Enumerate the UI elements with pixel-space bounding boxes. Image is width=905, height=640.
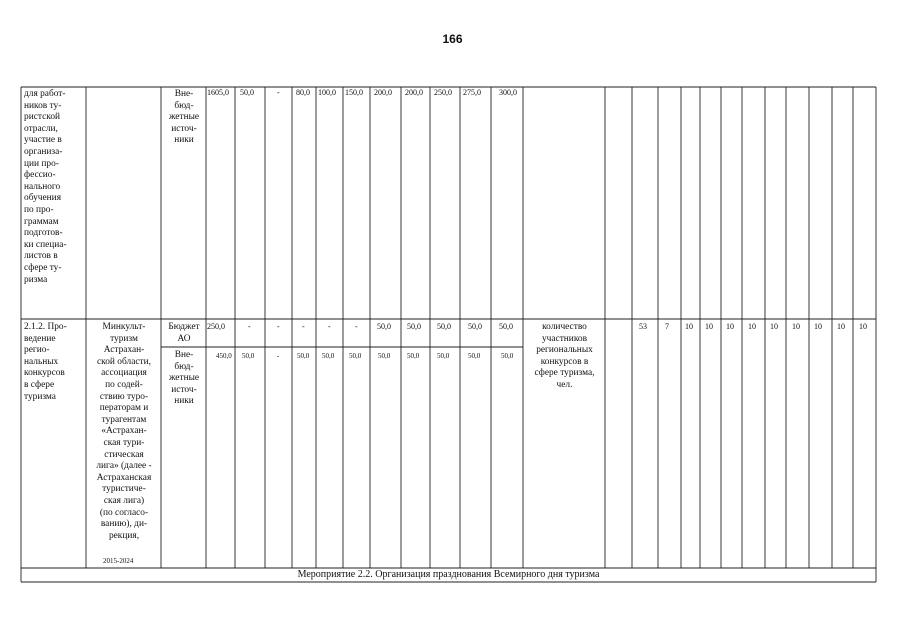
row1-value: 200,0 bbox=[374, 88, 392, 97]
row2-indicator-value: 10 bbox=[770, 322, 778, 331]
row1-value: - bbox=[277, 88, 280, 97]
row2-period: 2015-2024 bbox=[103, 557, 134, 565]
row2-indicator-value: 10 bbox=[685, 322, 693, 331]
row1-value: 275,0 bbox=[463, 88, 481, 97]
row2-funding-budget: Бюджет АО bbox=[168, 322, 200, 344]
row2-indicator-value: 10 bbox=[792, 322, 800, 331]
row2-budget-value: - bbox=[248, 322, 251, 331]
row2-extra-value: - bbox=[277, 352, 280, 360]
row1-funding-source: Вне- бюд- жетные источ- ники bbox=[168, 89, 200, 146]
row2-indicator-value: 53 bbox=[639, 322, 647, 331]
row2-extra-value: 50,0 bbox=[468, 352, 481, 360]
row2-budget-value: - bbox=[355, 322, 358, 331]
row2-budget-value: - bbox=[328, 322, 331, 331]
row1-value: 150,0 bbox=[345, 88, 363, 97]
row2-executor: Минкульт- туризм Астрахан- ской области, ассоциация по содей- ствию туро- ператорам и турагентам «Астрахан- ская тури- стическая лига» (далее - Астраханская туристиче- ская лига) (по согласо- ванию), ди- рекция, bbox=[96, 322, 152, 541]
row2-budget-value: 50,0 bbox=[437, 322, 451, 331]
row2-extra-value: 50,0 bbox=[322, 352, 335, 360]
row2-extra-value: 50,0 bbox=[501, 352, 514, 360]
row2-extra-value: 50,0 bbox=[407, 352, 420, 360]
page-number: 166 bbox=[442, 32, 463, 46]
row2-indicator: количество участников региональных конкурсов в сфере туризма, чел. bbox=[534, 322, 595, 390]
row2-budget-value: - bbox=[302, 322, 305, 331]
row2-funding-extra: Вне- бюд- жетные источ- ники bbox=[168, 350, 200, 407]
row2-budget-value: 50,0 bbox=[468, 322, 482, 331]
row2-indicator-value: 10 bbox=[726, 322, 734, 331]
row2-extra-value: 450,0 bbox=[216, 352, 232, 360]
row2-indicator-value: 10 bbox=[748, 322, 756, 331]
row1-value: 100,0 bbox=[318, 88, 336, 97]
row2-indicator-value: 7 bbox=[665, 322, 669, 331]
row2-budget-value: 250,0 bbox=[207, 322, 225, 331]
row2-indicator-value: 10 bbox=[837, 322, 845, 331]
row2-budget-value: - bbox=[277, 322, 280, 331]
row2-extra-value: 50,0 bbox=[349, 352, 362, 360]
row2-budget-value: 50,0 bbox=[407, 322, 421, 331]
row2-extra-value: 50,0 bbox=[437, 352, 450, 360]
row1-value: 80,0 bbox=[296, 88, 310, 97]
row1-value: 200,0 bbox=[405, 88, 423, 97]
row1-value: 50,0 bbox=[240, 88, 254, 97]
row2-activity-name: 2.1.2. Про- ведение регио- нальных конкурсов в сфере туризма bbox=[24, 322, 67, 402]
section-title: Мероприятие 2.2. Организация празднования Всемирного дня туризма bbox=[297, 569, 600, 580]
row2-indicator-value: 10 bbox=[705, 322, 713, 331]
row1-value: 250,0 bbox=[434, 88, 452, 97]
row2-budget-value: 50,0 bbox=[499, 322, 513, 331]
row1-activity-name: для работ- ников ту- ристской отрасли, участие в организа- ции про- фессио- нального обучения по про- граммам подготов- ки специа- листов в сфере ту- ризма bbox=[24, 89, 67, 285]
row2-extra-value: 50,0 bbox=[297, 352, 310, 360]
row2-extra-value: 50,0 bbox=[242, 352, 255, 360]
row2-indicator-value: 10 bbox=[814, 322, 822, 331]
row2-budget-value: 50,0 bbox=[377, 322, 391, 331]
row2-extra-value: 50,0 bbox=[378, 352, 391, 360]
row1-value: 300,0 bbox=[499, 88, 517, 97]
row1-value: 1605,0 bbox=[207, 88, 229, 97]
row2-indicator-value: 10 bbox=[859, 322, 867, 331]
